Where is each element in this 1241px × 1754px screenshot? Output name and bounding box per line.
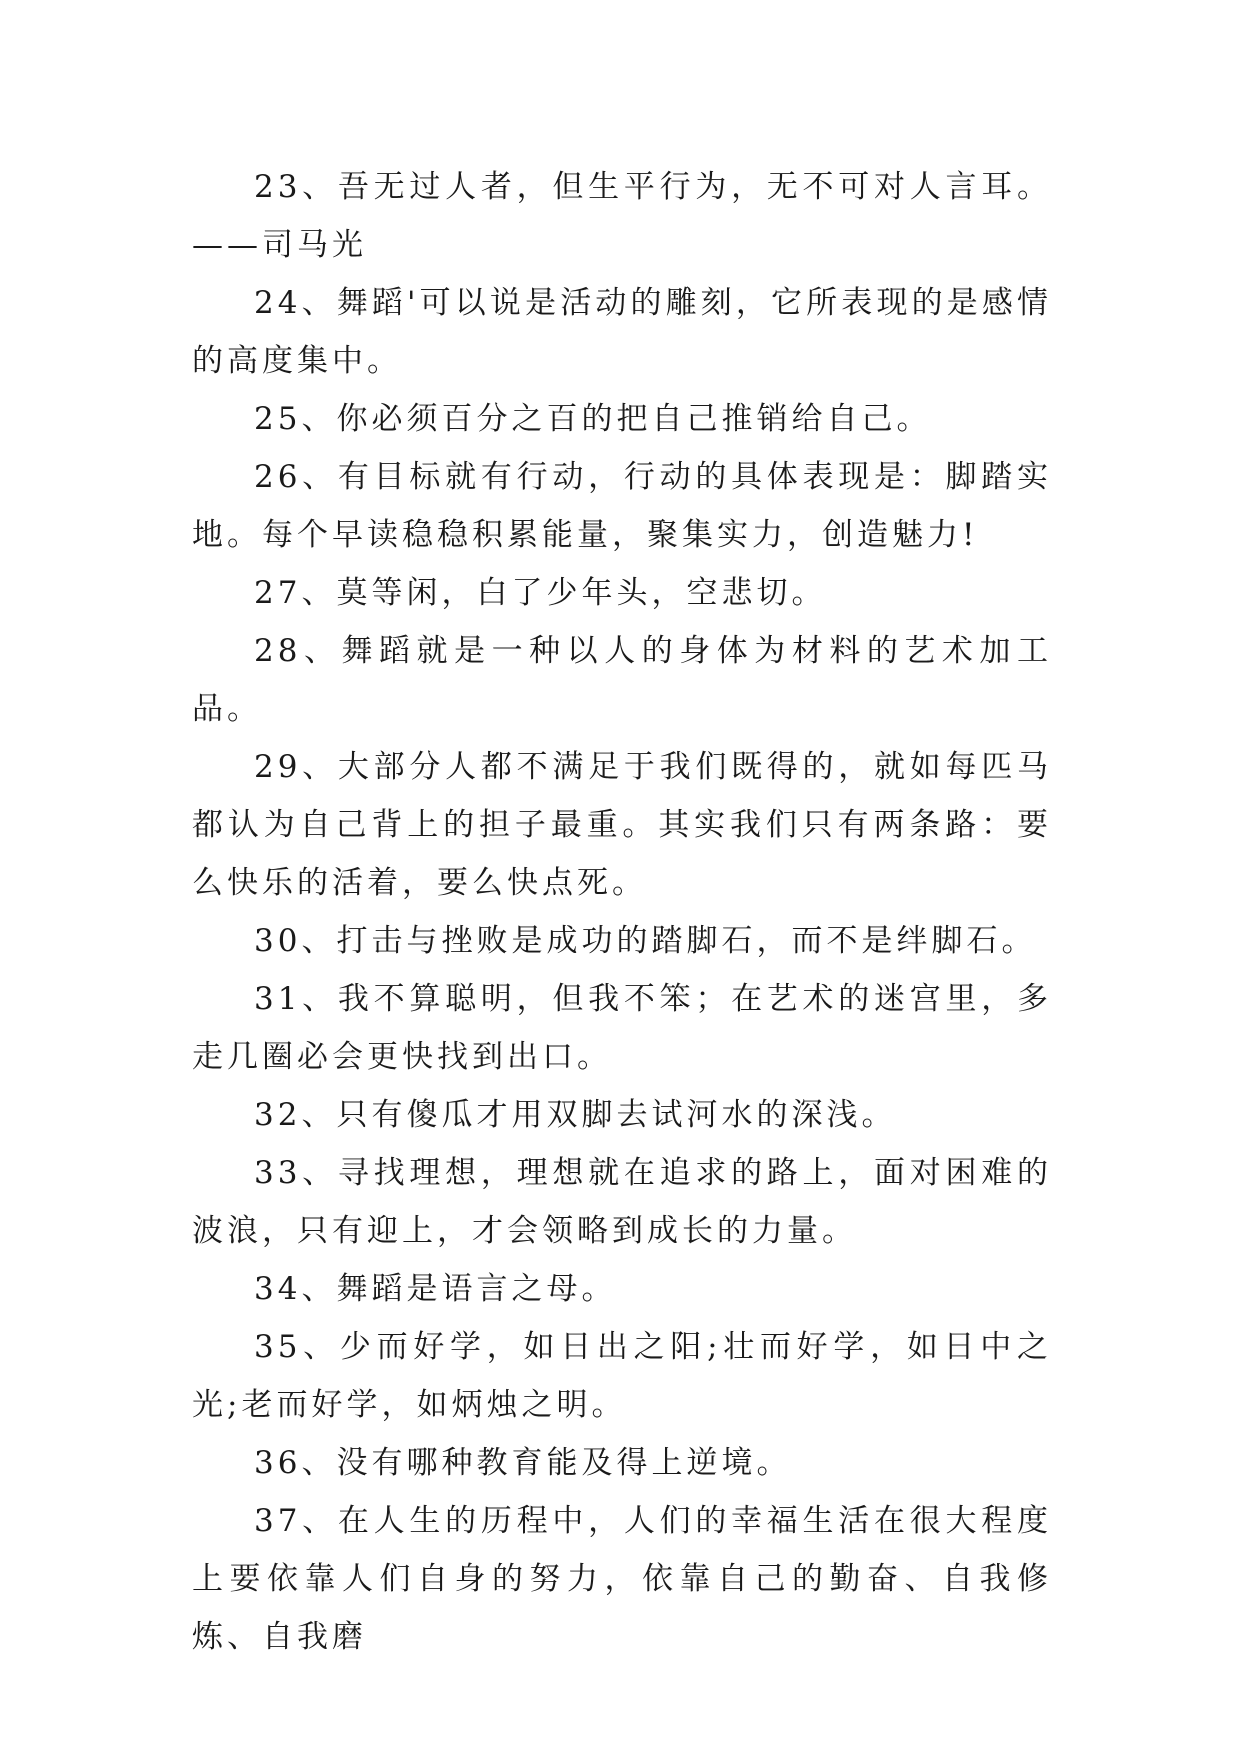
paragraph-32: 32、只有傻瓜才用双脚去试河水的深浅。 xyxy=(254,1097,897,1133)
paragraph-33: 33、寻找理想，理想就在追求的路上，面对困难的波浪，只有迎上，才会领略到成长的力量。 xyxy=(192,1155,1052,1249)
paragraph-27: 27、莫等闲，白了少年头，空悲切。 xyxy=(254,575,827,611)
paragraph-34: 34、舞蹈是语言之母。 xyxy=(254,1271,617,1307)
paragraph-36: 36、没有哪种教育能及得上逆境。 xyxy=(254,1445,792,1481)
paragraph-24: 24、舞蹈'可以说是活动的雕刻，它所表现的是感情的高度集中。 xyxy=(192,285,1052,379)
paragraph-25: 25、你必须百分之百的把自己推销给自己。 xyxy=(254,401,932,437)
paragraph-37: 37、在人生的历程中，人们的幸福生活在很大程度上要依靠人们自身的努力，依靠自己的勤奋、自我修炼、自我磨 xyxy=(192,1503,1052,1655)
paragraph-29: 29、大部分人都不满足于我们既得的，就如每匹马都认为自己背上的担子最重。其实我们只有两条路：要么快乐的活着，要么快点死。 xyxy=(192,749,1052,901)
paragraph-28: 28、舞蹈就是一种以人的身体为材料的艺术加工品。 xyxy=(192,633,1052,727)
paragraph-30: 30、打击与挫败是成功的踏脚石，而不是绊脚石。 xyxy=(254,923,1037,959)
paragraph-35: 35、少而好学，如日出之阳;壮而好学，如日中之光;老而好学，如炳烛之明。 xyxy=(192,1329,1052,1423)
document-body xyxy=(192,158,1052,1666)
paragraph-26: 26、有目标就有行动，行动的具体表现是：脚踏实地。每个早读稳稳积累能量，聚集实力，创造魅力! xyxy=(192,459,1052,553)
paragraph-31: 31、我不算聪明，但我不笨；在艺术的迷宫里，多走几圈必会更快找到出口。 xyxy=(192,981,1052,1075)
paragraph-23: 23、吾无过人者，但生平行为，无不可对人言耳。——司马光 xyxy=(192,169,1052,263)
